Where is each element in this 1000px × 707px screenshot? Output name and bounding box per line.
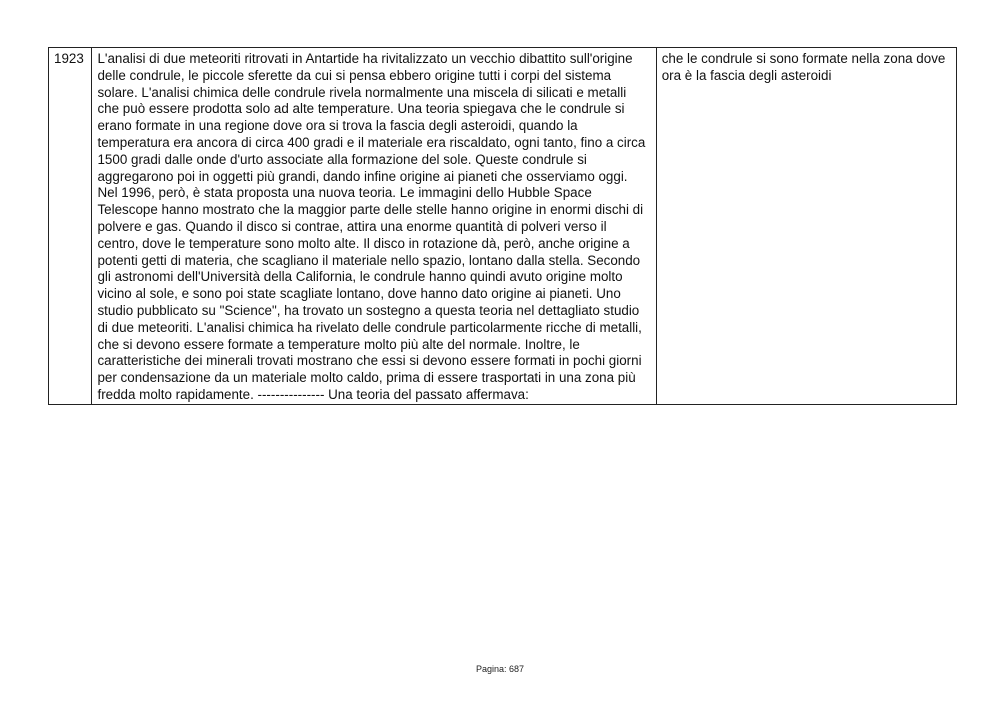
table-row bbox=[49, 48, 957, 405]
page-number: Pagina: 687 bbox=[475, 664, 525, 674]
answer-text: che le condrule si sono formate nella zona dove ora è la fascia degli asteroidi bbox=[656, 48, 956, 405]
question-text: L'analisi di due meteoriti ritrovati in Antartide ha rivitalizzato un vecchio dibattito sull'origine delle condrule, le piccole sferette da cui si pensa ebbero origine tutti i corpi del sistema solare. L'analisi chimica delle condrule rivela normalmente una miscela di silicati e metalli che può essere prodotta solo ad alte temperature. Una teoria spiegava che le condrule si erano formate in una regione dove ora si trova la fascia degli asteroidi, quando la temperatura era ancora di circa 400 gradi e il materiale era riscaldato, ogni tanto, fino a circa 1500 gradi dalle onde d'urto associate alla formazione del sole. Queste condrule si aggregarono poi in oggetti più grandi, dando infine origine ai pianeti che osserviamo oggi. Nel 1996, però, è stata proposta una nuova teoria. Le immagini dello Hubble Space Telescope hanno mostrato che la maggior parte delle stelle hanno origine in enormi dischi di polvere e gas. Quando il disco si contrae, attira una enorme quantità di polveri verso il centro, dove le temperature sono molto alte. Il disco in rotazione dà, però, anche origine a potenti getti di materia, che scagliano il materiale nello spazio, lontano dalla stella. Secondo gli astronomi dell'Università della California, le condrule hanno quindi avuto origine molto vicino al sole, e sono poi state scagliate lontano, dove hanno dato origine ai pianeti. Uno studio pubblicato su "Science", ha trovato un sostegno a questa teoria nel dettagliato studio di due meteoriti. L'analisi chimica ha rivelato delle condrule particolarmente ricche di metalli, che si devono essere formate a temperature molto più alte del normale. Inoltre, le caratteristiche dei minerali trovati mostrano che essi si devono essere formati in pochi giorni per condensazione da un materiale molto caldo, prima di essere trasportati in una zona più fredda molto rapidamente. --------------- Una teoria del passato affermava: bbox=[92, 48, 656, 405]
question-table bbox=[48, 47, 957, 405]
question-id: 1923 bbox=[49, 48, 92, 405]
